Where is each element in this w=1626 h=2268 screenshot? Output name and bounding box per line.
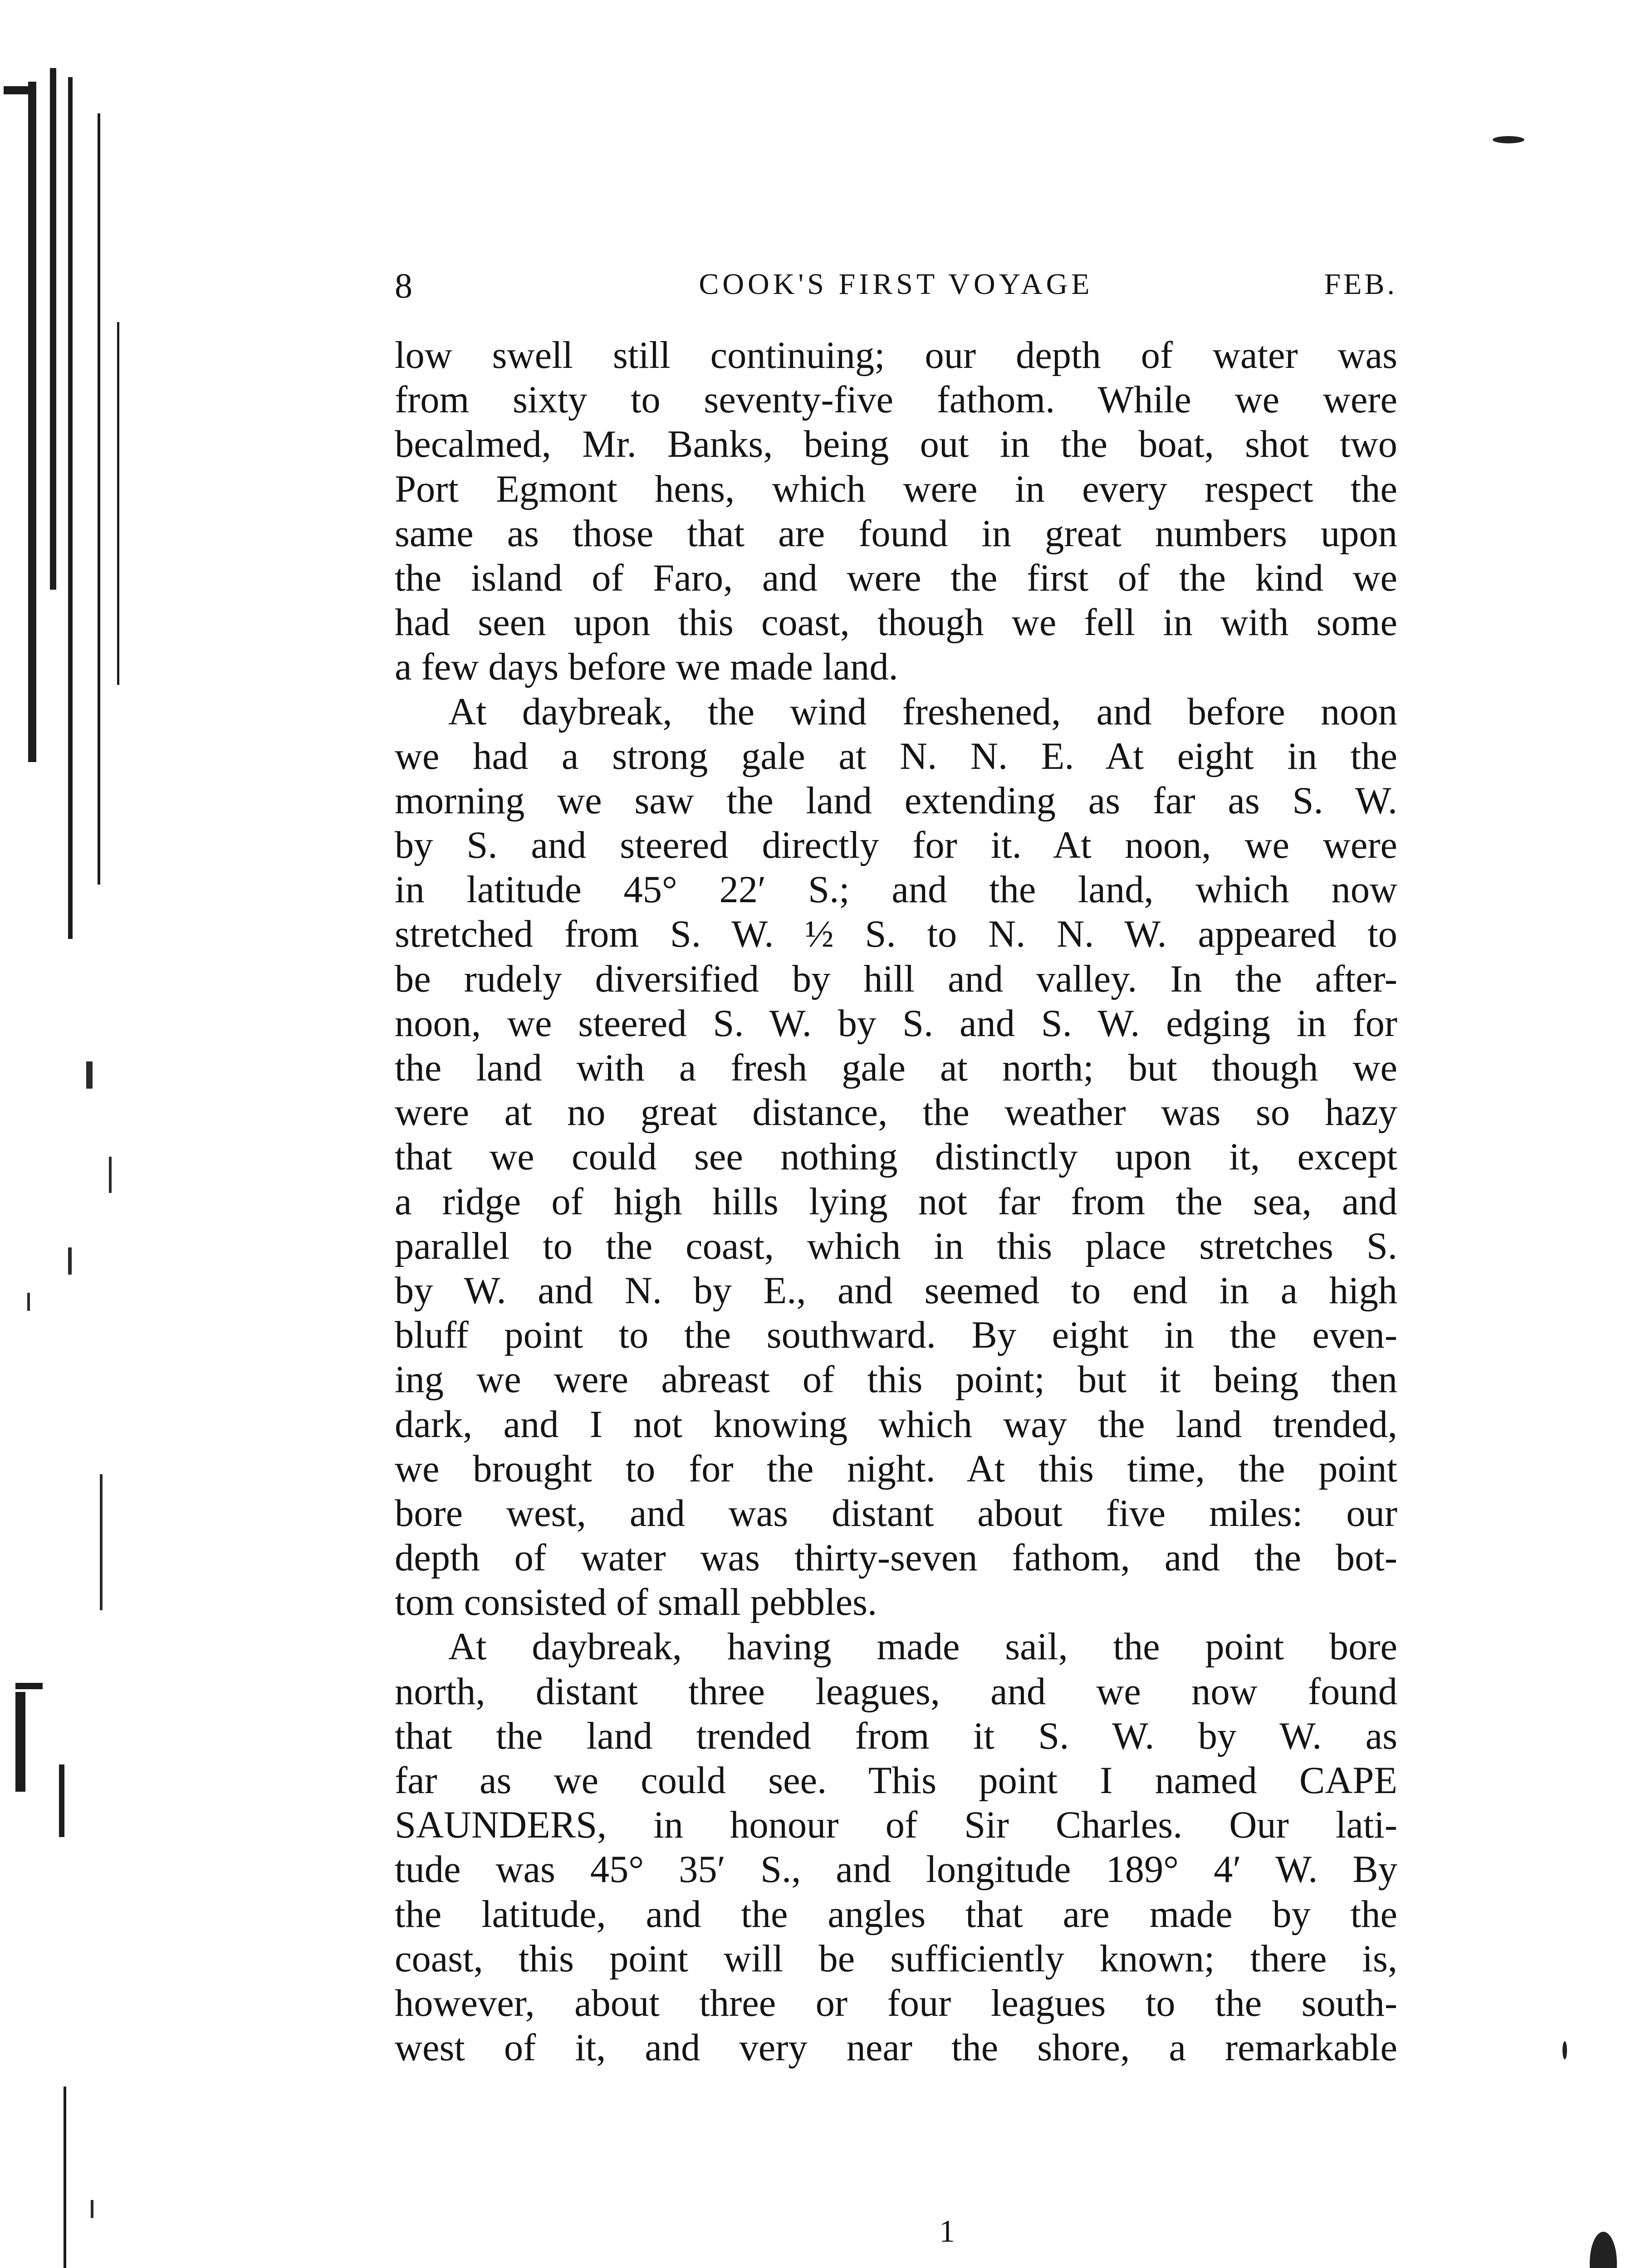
text-line: that we could see nothing distinctly upon it, except [395, 1136, 1397, 1178]
text-line: morning we saw the land extending as far as S. W. [395, 779, 1397, 822]
text-line: At daybreak, the wind freshened, and before noon [448, 690, 1397, 733]
paragraph [395, 333, 1397, 690]
text-line: by S. and steered directly for it. At noon, we were [395, 824, 1397, 867]
text-line: Port Egmont hens, which were in every respect the [395, 468, 1397, 510]
text-line: the island of Faro, and were the first of the kind we [395, 557, 1397, 599]
text-line: far as we could see. This point I named CAPE [395, 1760, 1397, 1802]
text-line: that the land trended from it S. W. by W. as [395, 1715, 1397, 1757]
text-line: be rudely diversified by hill and valley. In the after- [395, 958, 1397, 1000]
text-line: ing we were abreast of this point; but it being then [395, 1359, 1397, 1401]
text-line: tom consisted of small pebbles. [395, 1581, 877, 1624]
text-line: SAUNDERS, in honour of Sir Charles. Our lati- [395, 1804, 1397, 1847]
page-number: 8 [395, 266, 414, 305]
text-line: becalmed, Mr. Banks, being out in the boat, shot two [395, 423, 1397, 466]
text-line: coast, this point will be sufficiently known; there is, [395, 1937, 1397, 1980]
text-line: dark, and I not knowing which way the land trended, [395, 1403, 1397, 1446]
text-line: a ridge of high hills lying not far from the sea, and [395, 1180, 1397, 1223]
corner-mark [1493, 136, 1524, 143]
paragraph [395, 1625, 1397, 2070]
text-line: north, distant three leagues, and we now found [395, 1670, 1397, 1713]
text-line: parallel to the coast, which in this place stretches S. [395, 1225, 1397, 1267]
running-month: FEB. [1324, 268, 1397, 301]
text-line: same as those that are found in great numbers upon [395, 512, 1397, 555]
running-title: COOK'S FIRST VOYAGE [699, 268, 1093, 301]
text-line: had seen upon this coast, though we fell in with some [395, 601, 1397, 644]
text-line: by W. and N. by E., and seemed to end in a high [395, 1269, 1397, 1312]
text-line: a few days before we made land. [395, 646, 898, 689]
text-line: were at no great distance, the weather was so hazy [395, 1091, 1397, 1134]
running-head [395, 265, 1397, 315]
text-line: low swell still continuing; our depth of water was [395, 334, 1397, 376]
body-text [395, 333, 1397, 2070]
text-line: the land with a fresh gale at north; but though we [395, 1047, 1397, 1089]
text-line: depth of water was thirty-seven fathom, and the bot- [395, 1537, 1397, 1579]
text-line: from sixty to seventy-five fathom. While we were [395, 379, 1397, 421]
text-line: stretched from S. W. ½ S. to N. N. W. appeared to [395, 913, 1397, 956]
paragraph [395, 690, 1397, 1625]
binding-gutter [0, 68, 150, 2268]
text-line: tude was 45° 35′ S., and longitude 189° 4′ W. By [395, 1848, 1397, 1891]
text-line: noon, we steered S. W. by S. and S. W. edging in for [395, 1002, 1397, 1045]
text-line: however, about three or four leagues to the south- [395, 1982, 1397, 2024]
page-edge-shadow [1549, 2041, 1626, 2268]
signature-mark: 1 [939, 2214, 955, 2249]
text-line: At daybreak, having made sail, the point bore [448, 1626, 1397, 1668]
text-line: bluff point to the southward. By eight in the even- [395, 1314, 1397, 1357]
text-line: bore west, and was distant about five miles: our [395, 1492, 1397, 1535]
text-line: west of it, and very near the shore, a remarkable [395, 2027, 1397, 2069]
text-line: the latitude, and the angles that are made by the [395, 1893, 1397, 1936]
text-line: we brought to for the night. At this time, the point [395, 1447, 1397, 1490]
text-line: we had a strong gale at N. N. E. At eight in the [395, 735, 1397, 777]
text-line: in latitude 45° 22′ S.; and the land, which now [395, 869, 1397, 911]
